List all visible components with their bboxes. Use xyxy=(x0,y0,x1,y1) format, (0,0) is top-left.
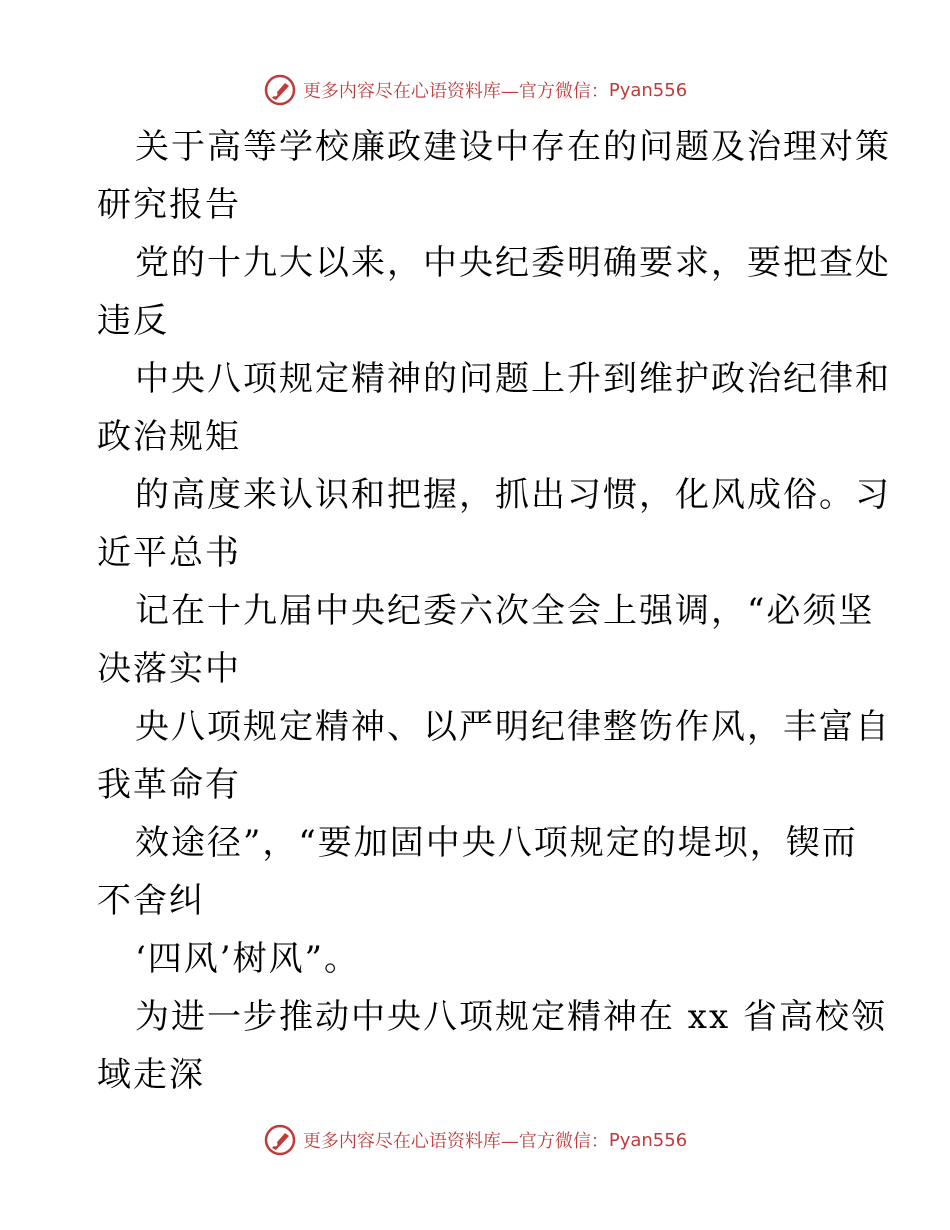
text-line: 不舍纠 xyxy=(97,881,205,921)
banner-wechat-id: Pyan556 xyxy=(608,1129,688,1151)
banner-text: 更多内容尽在心语资料库—官方微信： xyxy=(302,1131,609,1152)
text-line: 记在十九届中央纪委六次全会上强调，“必须坚 xyxy=(135,591,875,631)
text-line: 我革命有 xyxy=(97,765,241,805)
banner-wechat-id: Pyan556 xyxy=(608,79,688,101)
text-line: 决落实中 xyxy=(97,649,241,689)
text-line: ‘四风’树风”。 xyxy=(135,939,360,979)
text-line: 研究报告 xyxy=(97,185,241,225)
pen-nib-logo-icon xyxy=(263,1123,297,1157)
text-line: 党的十九大以来，中央纪委明确要求，要把查处 xyxy=(135,243,891,283)
header-banner xyxy=(0,70,950,110)
text-line: 的高度来认识和把握，抓出习惯，化风成俗。习 xyxy=(135,475,891,515)
text-line: 关于高等学校廉政建设中存在的问题及治理对策 xyxy=(135,127,891,167)
document-body xyxy=(97,118,891,1104)
text-line: 央八项规定精神、以严明纪律整饬作风，丰富自 xyxy=(135,707,891,747)
pen-nib-logo-icon xyxy=(263,73,297,107)
text-line: 违反 xyxy=(97,301,169,341)
text-line: 域走深 xyxy=(97,1055,205,1095)
text-line: 近平总书 xyxy=(97,533,241,573)
text-line: 为进一步推动中央八项规定精神在 xx 省高校领 xyxy=(135,997,887,1037)
footer-banner xyxy=(0,1120,950,1160)
text-line: 中央八项规定精神的问题上升到维护政治纪律和 xyxy=(135,359,891,399)
banner-text: 更多内容尽在心语资料库—官方微信： xyxy=(302,81,609,102)
text-line: 效途径”，“要加固中央八项规定的堤坝，锲而 xyxy=(135,823,858,863)
text-line: 政治规矩 xyxy=(97,417,241,457)
